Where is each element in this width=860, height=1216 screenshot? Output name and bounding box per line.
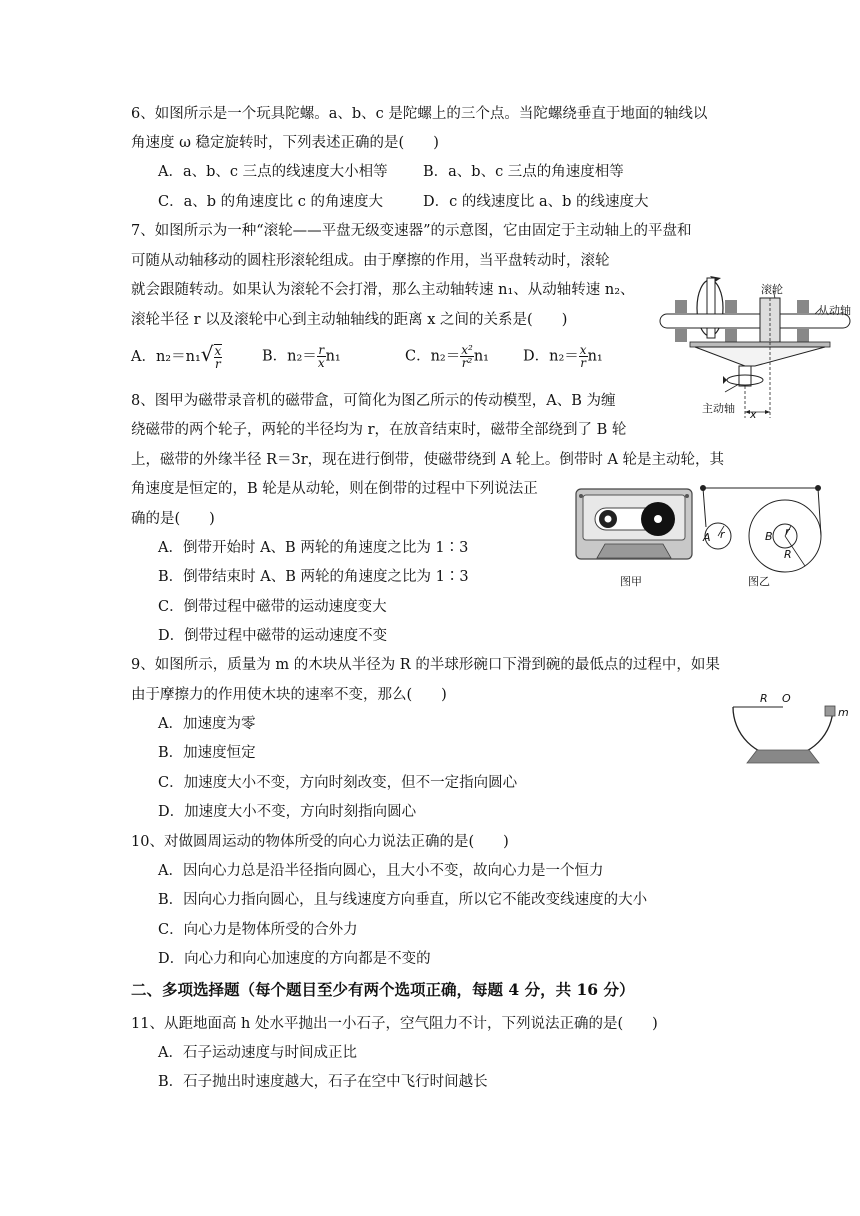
q8-option-b: B．倒带结束时 A、B 两轮的角速度之比为 1∶3 bbox=[158, 569, 469, 585]
q8-stem-line3: 上，磁带的外缘半径 R＝3r，现在进行倒带，使磁带绕到 A 轮上。倒带时 A 轮是主动轮，其 bbox=[131, 452, 725, 468]
q9-stem-line2: 由于摩擦力的作用使木块的速率不变，那么( ) bbox=[131, 687, 447, 703]
q9-option-d: D．加速度大小不变，方向时刻指向圆心 bbox=[158, 804, 417, 820]
label-B: B bbox=[765, 530, 773, 543]
tape-model-figure bbox=[693, 482, 833, 574]
cassette-figure bbox=[575, 488, 693, 560]
label-R: R bbox=[784, 548, 792, 561]
q8-stem-line2: 绕磁带的两个轮子，两轮的半径均为 r，在放音结束时，磁带全部绕到了 B 轮 bbox=[131, 422, 627, 438]
q10-option-d: D．向心力和向心加速度的方向都是不变的 bbox=[158, 951, 431, 967]
figure-a-caption: 图甲 bbox=[620, 575, 642, 588]
q6-option-d: D．c 的线速度比 a、b 的线速度大 bbox=[423, 194, 649, 210]
section-heading: 二、多项选择题（每个题目至少有两个选项正确，每题 4 分，共 16 分） bbox=[131, 980, 635, 999]
q7-option-a: A．n₂＝n₁√ $\frac{x}{r}$ bbox=[131, 342, 222, 371]
q7-option-d: D．n₂＝ $\frac{x}{r}$ n₁ bbox=[523, 343, 603, 370]
q8-stem-line4: 角速度是恒定的，B 轮是从动轮，则在倒带的过程中下列说法正 bbox=[131, 481, 538, 497]
q10-option-b: B．因向心力指向圆心，且与线速度方向垂直，所以它不能改变线速度的大小 bbox=[158, 892, 648, 908]
label-r-a: r bbox=[720, 528, 725, 541]
q10-option-a: A．因向心力总是沿半径指向圆心，且大小不变，故向心力是一个恒力 bbox=[158, 863, 604, 879]
q7-stem-line2: 可随从动轴移动的圆柱形滚轮组成。由于摩擦的作用，当平盘转动时，滚轮 bbox=[131, 253, 610, 269]
bowl-label-R: R bbox=[760, 692, 768, 705]
bowl-label-m: m bbox=[838, 706, 849, 719]
q7-stem-line3: 就会跟随转动。如果认为滚轮不会打滑，那么主动轴转速 n₁、从动轴转速 n₂、 bbox=[131, 282, 635, 298]
q6-stem-line1: 6、如图所示是一个玩具陀螺。a、b、c 是陀螺上的三个点。当陀螺绕垂直于地面的轴线以 bbox=[131, 106, 708, 122]
q6-option-a: A．a、b、c 三点的线速度大小相等 bbox=[158, 164, 388, 180]
q8-option-d: D．倒带过程中磁带的运动速度不变 bbox=[158, 628, 388, 644]
q11-option-a: A．石子运动速度与时间成正比 bbox=[158, 1045, 357, 1061]
q6-option-c: C．a、b 的角速度比 c 的角速度大 bbox=[158, 194, 383, 210]
q6-stem-line2: 角速度 ω 稳定旋转时，下列表述正确的是( ) bbox=[131, 135, 439, 151]
q10-option-c: C．向心力是物体所受的合外力 bbox=[158, 922, 358, 938]
q9-option-c: C．加速度大小不变，方向时刻改变，但不一定指向圆心 bbox=[158, 775, 518, 791]
q9-option-b: B．加速度恒定 bbox=[158, 745, 256, 761]
q7-stem-line1: 7、如图所示为一种“滚轮——平盘无级变速器”的示意图，它由固定于主动轴上的平盘和 bbox=[131, 223, 692, 239]
q7-figure bbox=[655, 268, 855, 428]
q9-option-a: A．加速度为零 bbox=[158, 716, 256, 732]
q8-option-c: C．倒带过程中磁带的运动速度变大 bbox=[158, 599, 387, 615]
q10-stem: 10、对做圆周运动的物体所受的向心力说法正确的是( ) bbox=[131, 834, 509, 850]
bowl-label-O: O bbox=[782, 692, 791, 705]
q9-stem-line1: 9、如图所示，质量为 m 的木块从半径为 R 的半球形碗口下滑到碗的最低点的过程中，如果 bbox=[131, 657, 720, 673]
q11-option-b: B．石子抛出时速度越大，石子在空中飞行时间越长 bbox=[158, 1074, 488, 1090]
q7-option-c: C．n₂＝ $\frac{\text{x²}}{\text{r²}}$ n₁ bbox=[405, 343, 489, 370]
figure-b-caption: 图乙 bbox=[748, 575, 770, 588]
q8-stem-line1: 8、图甲为磁带录音机的磁带盒，可简化为图乙所示的传动模型，A、B 为缠 bbox=[131, 393, 616, 409]
sqrt-symbol: √ bbox=[200, 342, 214, 366]
q6-option-b: B．a、b、c 三点的角速度相等 bbox=[423, 164, 624, 180]
q7-label-driving-shaft: 主动轴 bbox=[702, 402, 735, 415]
q7-label-driven-shaft: 从动轴 bbox=[818, 304, 851, 317]
q8-option-a: A．倒带开始时 A、B 两轮的角速度之比为 1∶3 bbox=[158, 540, 469, 556]
label-A: A bbox=[703, 531, 711, 544]
q11-stem: 11、从距地面高 h 处水平抛出一小石子，空气阻力不计，下列说法正确的是( ) bbox=[131, 1016, 658, 1032]
q7-option-b: B．n₂＝ $\frac{r}{x}$ n₁ bbox=[262, 343, 341, 370]
q7-stem-line4: 滚轮半径 r 以及滚轮中心到主动轴轴线的距离 x 之间的关系是( ) bbox=[131, 312, 568, 328]
q7-label-roller: 滚轮 bbox=[761, 283, 783, 296]
q7-label-x: x bbox=[750, 408, 757, 421]
q8-stem-line5: 确的是( ) bbox=[131, 511, 215, 527]
label-r-b: r bbox=[785, 525, 790, 538]
